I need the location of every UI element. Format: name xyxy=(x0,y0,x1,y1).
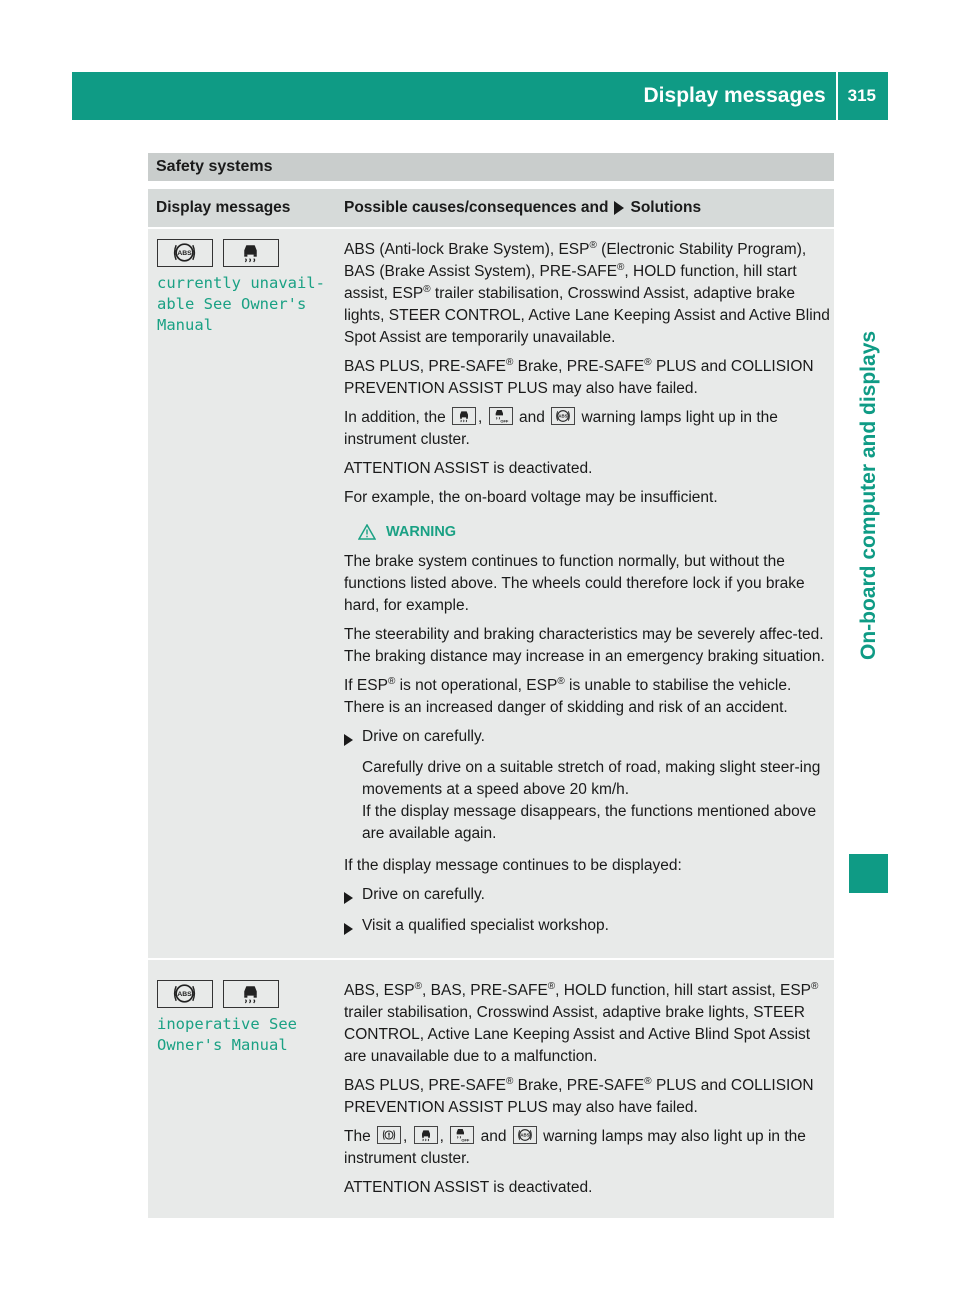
text: warning lamps light up in the instrument cluster. xyxy=(344,409,778,448)
registered-mark: ® xyxy=(644,356,652,368)
text: PLUS and COLLISION PREVENTION ASSIST PLUS may also have failed. xyxy=(344,1077,814,1116)
display-message-cell xyxy=(148,960,336,1218)
registered-mark: ® xyxy=(505,356,514,368)
paragraph xyxy=(344,407,830,451)
causes-solutions-cell xyxy=(336,960,834,1218)
page-number: 315 xyxy=(847,86,876,105)
text: is unable to stabilise the vehicle. There is an increased danger of skidding and risk of an accident. xyxy=(344,677,792,716)
table-row xyxy=(148,229,834,958)
esp-off-icon xyxy=(489,407,513,425)
text: (Electronic Stability Program), BAS (Brake Assist System), PRE-SAFE xyxy=(344,241,807,280)
side-tab-label: On-board computer and displays xyxy=(857,330,880,660)
play-arrow-icon xyxy=(614,201,624,215)
warning-label: WARNING xyxy=(386,524,457,540)
text: In addition, the xyxy=(344,409,446,426)
text: , xyxy=(403,1128,408,1145)
safety-systems-table xyxy=(148,153,834,1220)
paragraph: If the display message continues to be displayed: xyxy=(344,857,682,874)
text: warning lamps may also light up in the instrument cluster. xyxy=(344,1128,806,1167)
table-row xyxy=(148,960,834,1218)
text: BAS PLUS, PRE-SAFE xyxy=(344,358,506,375)
paragraph xyxy=(344,675,830,719)
text: trailer stabilisation, Crosswind Assist, adaptive brake lights, STEER CONTROL, Active Lane Keeping Assist and Active Blind Spot Assist are unavailable due to a malfunction. xyxy=(344,1004,811,1065)
esp-icon xyxy=(223,980,279,1008)
step-arrow-icon xyxy=(344,726,362,753)
text: , xyxy=(478,409,483,426)
registered-mark: ® xyxy=(589,239,597,251)
text: , HOLD function, hill start assist, ESP xyxy=(344,263,797,302)
display-message-text: currently unavail‐ able See Owner's Manual xyxy=(157,274,325,334)
registered-mark: ® xyxy=(414,980,423,992)
registered-mark: ® xyxy=(644,1075,652,1087)
text: BAS PLUS, PRE-SAFE xyxy=(344,1077,506,1094)
registered-mark: ® xyxy=(811,980,819,992)
esp-off-icon xyxy=(450,1126,474,1144)
paragraph: ATTENTION ASSIST is deactivated. xyxy=(344,1179,593,1196)
text: If ESP xyxy=(344,677,388,694)
display-message-cell xyxy=(148,229,336,958)
step-text: Visit a qualified specialist workshop. xyxy=(362,917,609,934)
step-arrow-icon xyxy=(344,915,362,942)
text: The xyxy=(344,1128,371,1145)
esp-icon xyxy=(452,407,476,425)
page-header xyxy=(72,72,888,120)
text: ABS, ESP xyxy=(344,982,415,999)
side-tab-marker xyxy=(849,854,888,893)
abs-icon xyxy=(157,980,213,1008)
display-message-text: inoperative See Owner's Manual xyxy=(157,1015,297,1054)
text: , HOLD function, hill start assist, ESP xyxy=(555,982,812,999)
col-header-causes xyxy=(336,199,834,217)
text: , xyxy=(439,1128,444,1145)
step-text: Drive on carefully. xyxy=(362,886,485,903)
brake-icon xyxy=(377,1126,401,1144)
text: is not operational, ESP xyxy=(395,677,558,694)
paragraph xyxy=(344,239,830,349)
section-title: Safety systems xyxy=(148,153,834,181)
paragraph xyxy=(344,980,830,1068)
text: Brake, PRE-SAFE xyxy=(513,1077,645,1094)
abs-icon xyxy=(551,407,575,425)
registered-mark: ® xyxy=(557,675,565,687)
text: Brake, PRE-SAFE xyxy=(513,358,645,375)
text: and xyxy=(518,409,545,426)
paragraph xyxy=(344,1126,830,1170)
warning-triangle-icon xyxy=(358,524,376,540)
instruction-step xyxy=(344,884,830,911)
step-text: Drive on carefully. xyxy=(362,728,485,745)
text: ABS (Anti-lock Brake System), ESP xyxy=(344,241,590,258)
col-header-causes-label: Possible causes/consequences and xyxy=(344,199,609,216)
table-header xyxy=(148,189,834,227)
paragraph: The brake system continues to function normally, but without the functions listed above. The wheels could therefore lock if you brake hard, for example. xyxy=(344,553,805,614)
step-detail: Carefully drive on a suitable stretch of road, making slight steer‐ing movements at a speed above 20 km/h. xyxy=(362,759,821,798)
esp-icon xyxy=(223,239,279,267)
causes-solutions-cell xyxy=(336,229,834,958)
instruction-step xyxy=(344,915,830,942)
warning-heading xyxy=(358,521,830,543)
esp-icon xyxy=(414,1126,438,1144)
registered-mark: ® xyxy=(387,675,396,687)
instruction-step xyxy=(344,726,830,753)
abs-icon xyxy=(157,239,213,267)
text: and xyxy=(480,1128,507,1145)
registered-mark: ® xyxy=(617,261,625,273)
header-title: Display messages xyxy=(643,84,826,107)
col-header-solutions-label: Solutions xyxy=(630,199,702,216)
paragraph xyxy=(344,1075,830,1119)
step-detail: If the display message disappears, the functions mentioned above are available again. xyxy=(362,803,817,842)
text: , BAS, PRE-SAFE xyxy=(422,982,548,999)
paragraph: ATTENTION ASSIST is deactivated. xyxy=(344,460,593,477)
abs-icon xyxy=(513,1126,537,1144)
paragraph: For example, the on-board voltage may be insufficient. xyxy=(344,489,718,506)
text: PLUS and COLLISION PREVENTION ASSIST PLUS may also have failed. xyxy=(344,358,814,397)
registered-mark: ® xyxy=(505,1075,514,1087)
paragraph: The steerability and braking characteristics may be severely affec‐ted. The braking distance may increase in an emergency braking situation. xyxy=(344,626,825,665)
registered-mark: ® xyxy=(547,980,556,992)
col-header-display-messages: Display messages xyxy=(156,199,291,216)
text: trailer stabilisation, Crosswind Assist, adaptive brake lights, STEER CONTROL, Active Lane Keeping Assist and Active Blind Spot Assist are temporarily unavailable. xyxy=(344,285,830,346)
registered-mark: ® xyxy=(423,283,431,295)
paragraph xyxy=(344,356,830,400)
step-arrow-icon xyxy=(344,884,362,911)
